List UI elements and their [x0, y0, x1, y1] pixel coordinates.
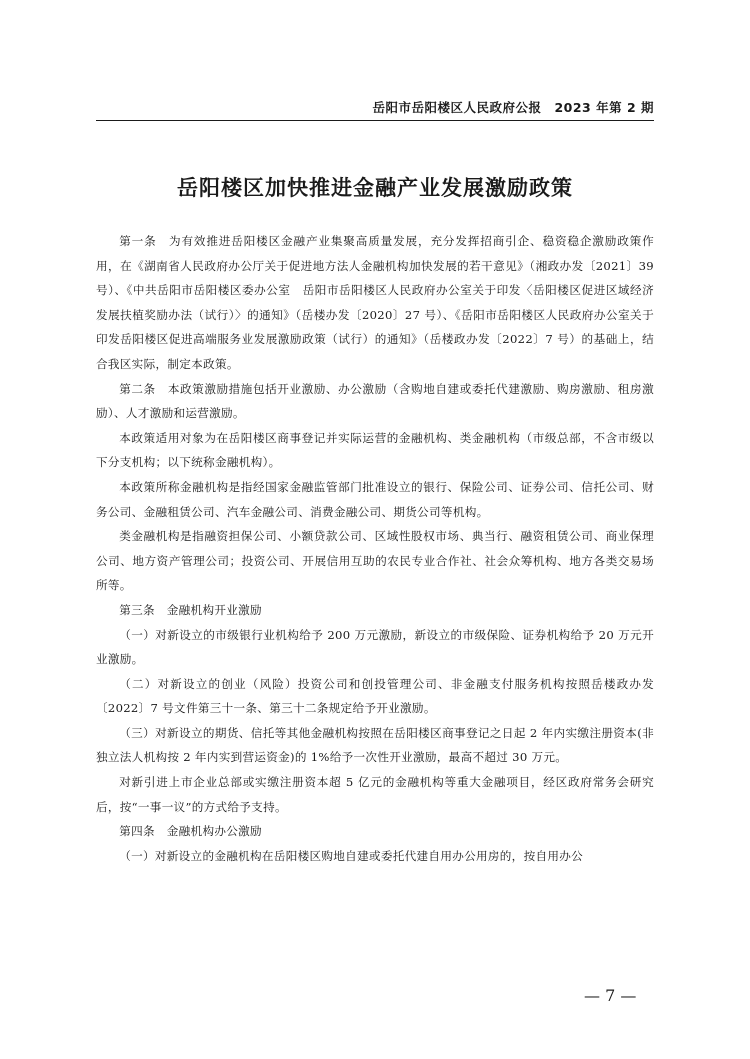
gazette-header: 岳阳市岳阳楼区人民政府公报 2023 年第 2 期 — [372, 100, 654, 115]
paragraph-quasi-financial-institutions: 类金融机构是指融资担保公司、小额贷款公司、区域性股权市场、典当行、融资租赁公司、商业保理公司、地方资产管理公司；投资公司、开展信用互助的农民专业合作社、社会众筹机构、地方各类交易场所等。 — [96, 529, 654, 593]
paragraph-item-1: （一）对新设立的市级银行业机构给予 200 万元激励，新设立的市级保险、证券机构给予 20 万元开业激励。 — [96, 627, 654, 667]
paragraph-financial-institutions: 本政策所称金融机构是指经国家金融监管部门批准设立的银行、保险公司、证券公司、信托公司、财务公司、金融租赁公司、汽车金融公司、消费金融公司、期货公司等机构。 — [96, 479, 654, 519]
document-body — [96, 229, 654, 868]
paragraph-item-3: （三）对新设立的期货、信托等其他金融机构按照在岳阳楼区商事登记之日起 2 年内实缴注册资本(非独立法人机构按 2 年内实到营运资金)的 1%给予一次性开业激励，最高不超过 30 万元。 — [96, 725, 654, 765]
paragraph-article-4-heading: 第四条 金融机构办公激励 — [119, 824, 262, 839]
header-rule — [96, 120, 654, 121]
paragraph-major-projects: 对新引进上市企业总部或实缴注册资本超 5 亿元的金融机构等重大金融项目，经区政府常务会研究后，按“一事一议”的方式给予支持。 — [96, 775, 654, 814]
paragraph-scope: 本政策适用对象为在岳阳楼区商事登记并实际运营的金融机构、类金融机构（市级总部，不含市级以下分支机构；以下统称金融机构）。 — [96, 430, 654, 470]
page-number: — 7 — — [584, 986, 637, 1005]
document-title: 岳阳楼区加快推进金融产业发展激励政策 — [177, 175, 573, 200]
paragraph-article-3-heading: 第三条 金融机构开业激励 — [119, 602, 262, 617]
paragraph-article-1: 第一条 为有效推进岳阳楼区金融产业集聚高质量发展，充分发挥招商引企、稳资稳企激励政策作用，在《湖南省人民政府办公厅关于促进地方法人金融机构加快发展的若干意见》（湘政办发〔2021〕39 号）、《中共岳阳市岳阳楼区委办公室 岳阳市岳阳楼区人民政府办公室关于印发〈岳阳楼区促进区域经济发展扶植奖励办法（试行）〉的通知》（岳楼办发〔2020〕27 号）、《岳阳市岳阳楼区人民政府办公室关于印发岳阳楼区促进高端服务业发展激励政策（试行）的通知》（岳楼政办发〔2022〕7 号）的基础上，结合我区实际，制定本政策。 — [96, 234, 654, 371]
paragraph-item-2: （二）对新设立的创业（风险）投资公司和创投管理公司、非金融支付服务机构按照岳楼政办发〔2022〕7 号文件第三十一条、第三十二条规定给予开业激励。 — [96, 676, 654, 716]
paragraph-article-4-item-1: （一）对新设立的金融机构在岳阳楼区购地自建或委托代建自用办公用房的，按自用办公 — [119, 848, 584, 863]
paragraph-article-2: 第二条 本政策激励措施包括开业激励、办公激励（含购地自建或委托代建激励、购房激励、租房激励）、人才激励和运营激励。 — [96, 381, 654, 421]
